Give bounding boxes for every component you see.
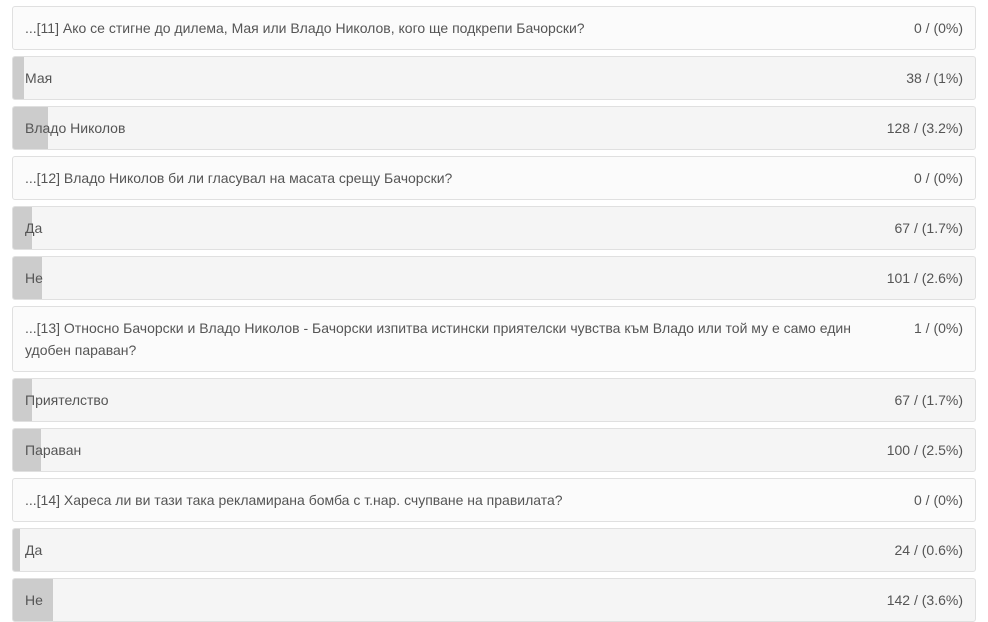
vote-count: 67 / (1.7%) — [894, 392, 963, 408]
answer-text: Приятелство — [25, 392, 109, 408]
question-text: ...[11] Ако се стигне до дилема, Мая или Владо Николов, кого ще подкрепи Бачорски? — [25, 20, 585, 36]
poll-answer-row — [12, 528, 976, 572]
answer-text: Не — [25, 592, 43, 608]
row-content — [13, 7, 975, 49]
row-content — [13, 257, 975, 299]
poll-question-row — [12, 478, 976, 522]
row-content — [13, 379, 975, 421]
question-text: ...[12] Владо Николов би ли гласувал на масата срещу Бачорски? — [25, 170, 453, 186]
row-content — [13, 529, 975, 571]
poll-answer-row — [12, 378, 976, 422]
vote-count: 1 / (0%) — [913, 320, 963, 336]
row-content — [13, 429, 975, 471]
vote-count: 142 / (3.6%) — [886, 592, 963, 608]
answer-text: Да — [25, 542, 43, 558]
vote-count: 100 / (2.5%) — [886, 442, 963, 458]
answer-text: Мая — [25, 70, 53, 86]
row-content — [13, 207, 975, 249]
answer-text: Не — [25, 270, 43, 286]
vote-count: 24 / (0.6%) — [894, 542, 963, 558]
answer-text: Владо Николов — [25, 120, 126, 136]
row-content — [13, 57, 975, 99]
vote-count: 67 / (1.7%) — [894, 220, 963, 236]
poll-answer-row — [12, 578, 976, 622]
answer-text: Параван — [25, 442, 82, 458]
poll-question-row — [12, 156, 976, 200]
answer-text: Да — [25, 220, 43, 236]
row-content — [13, 107, 975, 149]
row-content — [13, 479, 975, 521]
poll-answer-row — [12, 206, 976, 250]
question-text: ...[13] Относно Бачорски и Владо Николов - Бачорски изпитва истински приятелски чувства към Владо или той му е само един удобен параван? — [25, 320, 855, 358]
poll-question-row — [12, 6, 976, 50]
row-content — [13, 157, 975, 199]
vote-count: 38 / (1%) — [906, 70, 963, 86]
vote-count: 0 / (0%) — [913, 170, 963, 186]
vote-count: 0 / (0%) — [913, 492, 963, 508]
poll-answer-row — [12, 256, 976, 300]
poll-answer-row — [12, 106, 976, 150]
poll-answer-row — [12, 428, 976, 472]
poll-answer-row — [12, 56, 976, 100]
question-text: ...[14] Хареса ли ви тази така рекламирана бомба с т.нар. счупване на правилата? — [25, 492, 563, 508]
vote-count: 101 / (2.6%) — [886, 270, 963, 286]
row-content — [13, 579, 975, 621]
row-content — [13, 307, 975, 371]
vote-count: 128 / (3.2%) — [886, 120, 963, 136]
poll-question-row — [12, 306, 976, 372]
vote-count: 0 / (0%) — [913, 20, 963, 36]
